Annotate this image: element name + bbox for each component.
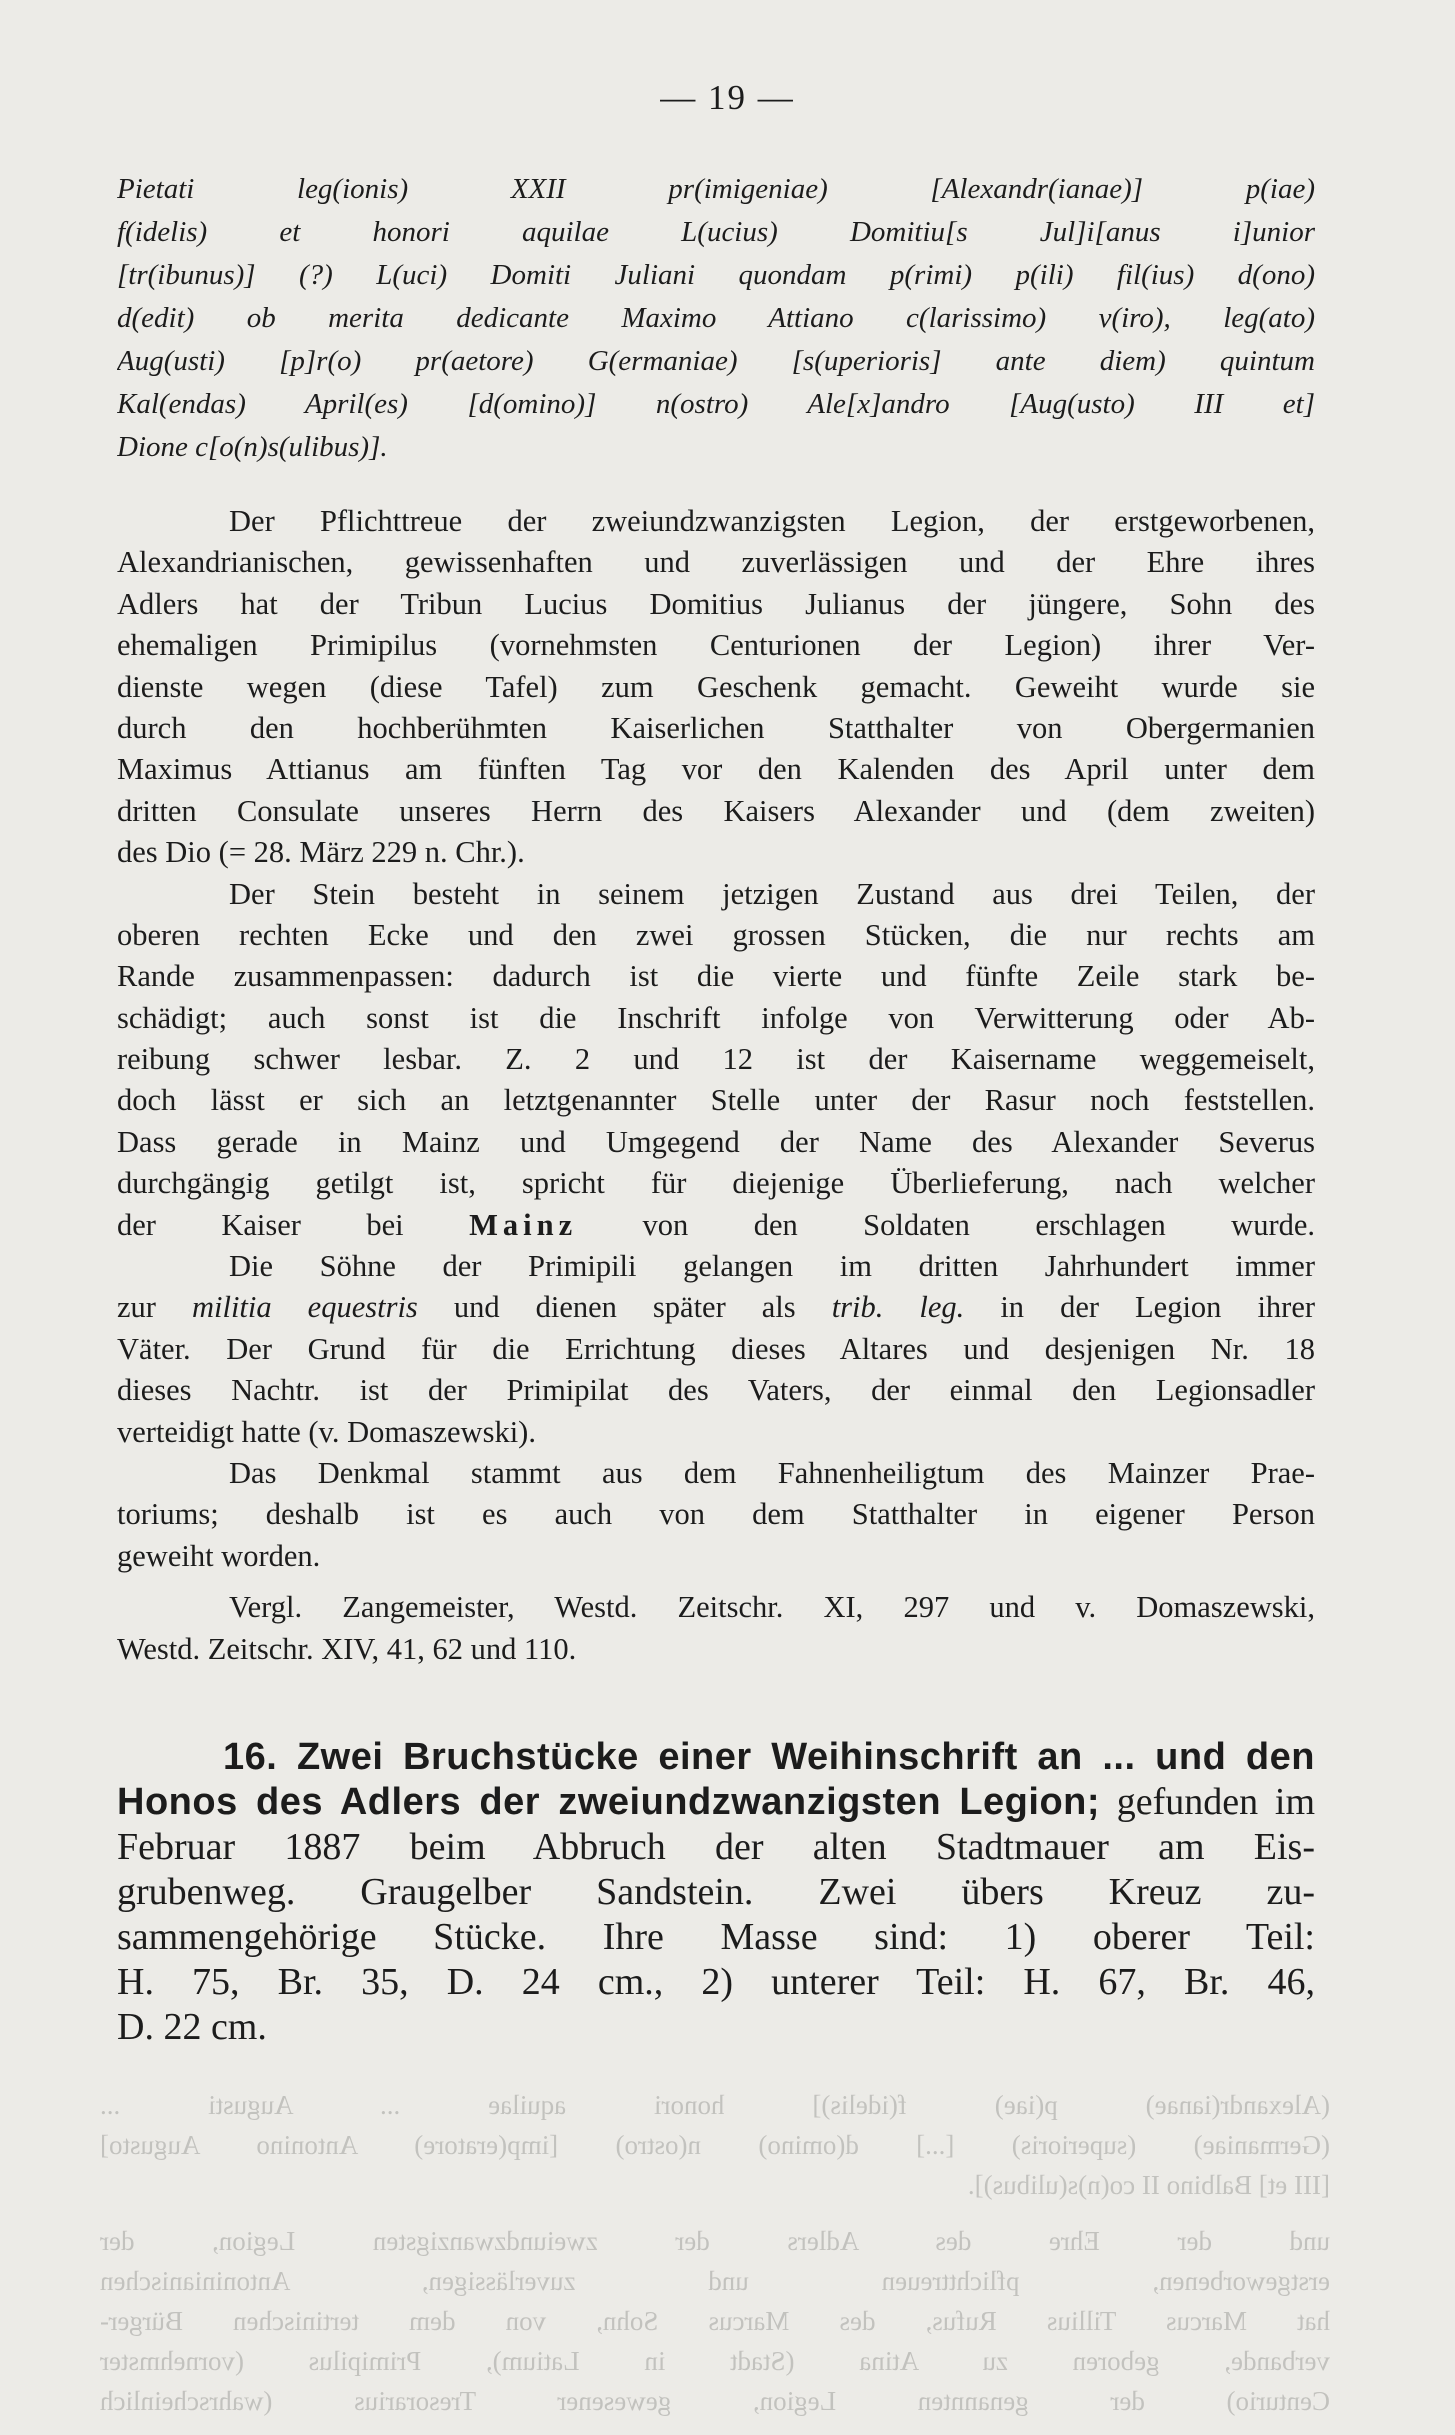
body-line: dieses Nachtr. ist der Primipilat des Vaters, der einmal den Legionsadler [117,1373,1315,1408]
section-16 [117,1735,1315,2050]
section-line: grubenweg. Graugelber Sandstein. Zwei übers Kreuz zu- [117,1871,1315,1913]
bleed-line: erstgeworbenen, pflichttreuen und zuverlässigen, Antoninianischen [100,2266,1330,2296]
body-line: schädigt; auch sonst ist die Inschrift infolge von Verwitterung oder Ab- [117,1000,1315,1035]
reference-line: Vergl. Zangemeister, Westd. Zeitschr. XI, 297 und v. Domaszewski, [229,1590,1315,1625]
body-line: dienste wegen (diese Tafel) zum Geschenk gemacht. Geweiht wurde sie [117,669,1315,704]
body-line: Der Pflichttreue der zweiundzwanzigsten Legion, der erstgeworbenen, [229,504,1315,538]
body-line: Der Stein besteht in seinem jetzigen Zustand aus drei Teilen, der [229,876,1315,911]
section-line-part: gefunden im [1116,1781,1315,1823]
inscription-line: Dione c[o(n)s(ulibus)]. [117,431,388,463]
section-line: sammengehörige Stücke. Ihre Masse sind: 1) oberer Teil: [117,1916,1315,1958]
bleed-line: verbande, geboren zu Atina (Stadt in Latium), Primipilus (vornehmster [100,2346,1330,2376]
bleed-line: (Germaniae) (superioris) [...] d(omino) n(ostro) [imp(eratore) Antonino Augusto] [100,2130,1330,2160]
body-line-part: der Kaiser bei [117,1207,404,1242]
body-line: durchgängig getilgt ist, spricht für diejenige Überlieferung, nach welcher [117,1166,1315,1201]
body-line: dritten Consulate unseres Herrn des Kaisers Alexander und (dem zweiten) [117,793,1315,828]
latin-inscription [117,168,1315,469]
body-line: des Dio (= 28. März 229 n. Chr.). [117,835,525,870]
bleed-line: [III et] Balbino II co(n)s(ulibus)]. [967,2170,1330,2200]
term-militia-equestris: militia equestris [191,1290,418,1325]
body-line: verteidigt hatte (v. Domaszewski). [117,1414,536,1449]
body-line-part: und dienen später als [453,1290,796,1325]
page-number: — 19 — [660,78,795,117]
body-line [117,1287,1315,1328]
section-heading-part: Honos des Adlers der zweiundzwanzigsten Legion; [117,1781,1101,1823]
section-heading: 16. Zwei Bruchstücke einer Weihinschrift an ... und den [223,1736,1315,1778]
body-line: Das Denkmal stammt aus dem Fahnenheiligtum des Mainzer Prae- [229,1455,1315,1490]
bleed-line: hat Marcus Tillius Rufus, des Marcus Sohn, von dem tertinischen Bürger- [100,2306,1330,2336]
bleed-through-text [100,2085,1330,2421]
body-line: toriums; deshalb ist es auch von dem Statthalter in eigener Person [117,1497,1315,1532]
bleed-line: (Alexandr(ianae) p(iae) f(idelis)] honori aquilae ... Augusti ... [100,2090,1330,2120]
section-line [117,1780,1315,1825]
inscription-line: Aug(usti) [p]r(o) pr(aetore) G(ermaniae) [s(uperioris] ante diem) quintum [117,345,1315,377]
body-line: reibung schwer lesbar. Z. 2 und 12 ist der Kaisername weggemeiselt, [117,1042,1315,1077]
bleed-line: Centurio) der genannten Legion, gewesener Tresorarius (wahrscheinlich [100,2386,1330,2416]
body-line-part: in der Legion ihrer [1000,1290,1315,1325]
body-line-part: von den Soldaten erschlagen wurde. [642,1207,1315,1242]
commentary-text [117,501,1315,1670]
body-line: Alexandrianischen, gewissenhaften und zuverlässigen und der Ehre ihres [117,545,1315,580]
inscription-line: f(idelis) et honori aquilae L(ucius) Domitiu[s Jul]i[anus i]unior [117,216,1315,248]
body-line: durch den hochberühmten Kaiserlichen Statthalter von Obergermanien [117,710,1315,745]
body-line: Rande zusammenpassen: dadurch ist die vierte und fünfte Zeile stark be- [117,959,1315,994]
body-line: Adlers hat der Tribun Lucius Domitius Julianus der jüngere, Sohn des [117,586,1315,621]
body-line: doch lässt er sich an letztgenannter Stelle unter der Rasur noch feststellen. [117,1083,1315,1118]
place-name-mainz: Mainz [469,1207,578,1242]
inscription-line: [tr(ibunus)] (?) L(uci) Domiti Juliani quondam p(rimi) p(ili) fil(ius) d(ono) [117,259,1315,291]
section-line: D. 22 cm. [117,2006,267,2048]
body-line: ehemaligen Primipilus (vornehmsten Centurionen der Legion) ihrer Ver- [117,628,1315,663]
term-trib-leg: trib. leg. [831,1290,965,1325]
body-line: Väter. Der Grund für die Errichtung dieses Altares und desjenigen Nr. 18 [117,1331,1315,1366]
body-line: Die Söhne der Primipili gelangen im dritten Jahrhundert immer [229,1249,1315,1284]
section-line: Februar 1887 beim Abbruch der alten Stadtmauer am Eis- [117,1826,1315,1868]
inscription-line: d(edit) ob merita dedicante Maximo Attiano c(larissimo) v(iro), leg(ato) [117,302,1315,334]
body-line: Dass gerade in Mainz und Umgegend der Name des Alexander Severus [117,1124,1315,1159]
inscription-line: Kal(endas) April(es) [d(omino)] n(ostro) Ale[x]andro [Aug(usto) III et] [117,388,1315,420]
section-line: H. 75, Br. 35, D. 24 cm., 2) unterer Teil: H. 67, Br. 46, [117,1961,1315,2003]
body-line: Maximus Attianus am fünften Tag vor den Kalenden des April unter dem [117,752,1315,787]
body-line: geweiht worden. [117,1538,321,1573]
reference-line: Westd. Zeitschr. XIV, 41, 62 und 110. [117,1631,577,1666]
body-line: oberen rechten Ecke und den zwei grossen Stücken, die nur rechts am [117,917,1315,952]
body-line-part: zur [117,1290,156,1325]
bleed-line: und der Ehre des Adlers der zweiundzwanzigsten Legion, der [100,2226,1330,2256]
body-line [117,1205,1315,1246]
inscription-line: Pietati leg(ionis) XXII pr(imigeniae) [Alexandr(ianae)] p(iae) [117,173,1315,205]
